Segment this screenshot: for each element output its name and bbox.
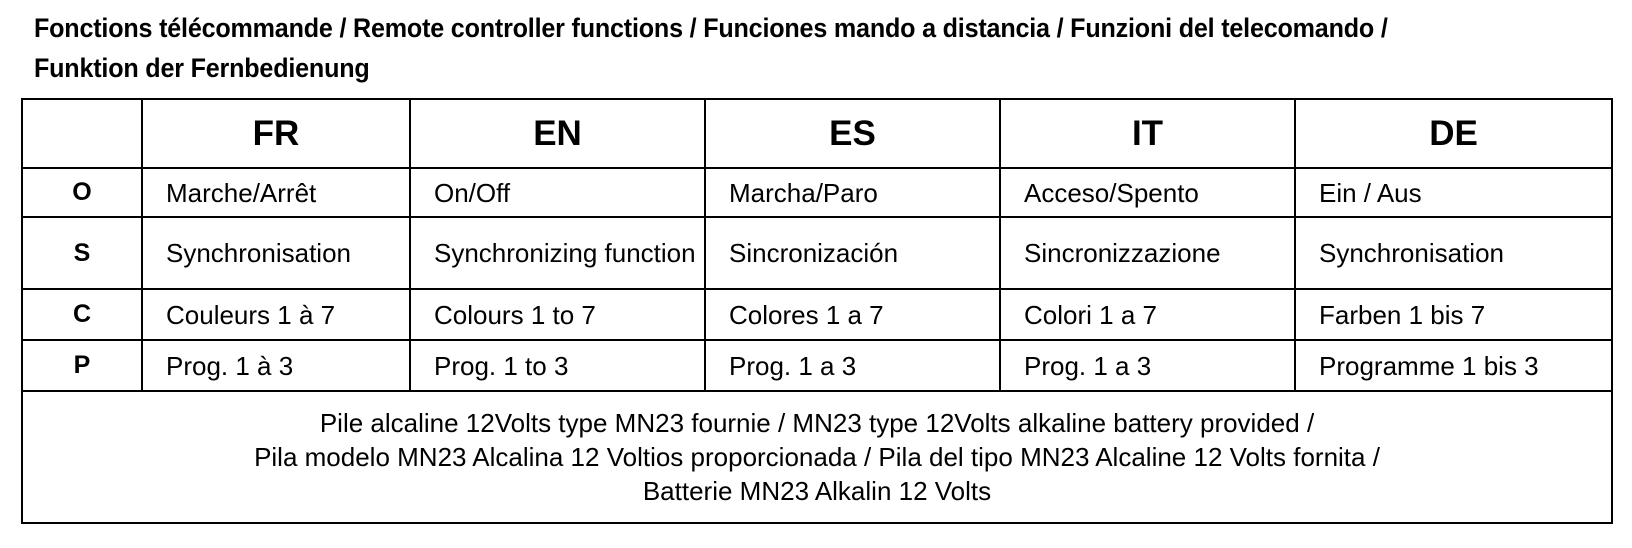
table-header-row: [22, 99, 1612, 168]
battery-note-line-3: Batterie MN23 Alkalin 12 Volts: [642, 476, 992, 506]
cell-it: Colori 1 a 7: [1000, 289, 1295, 340]
cell-de: Synchronisation: [1295, 217, 1612, 289]
page-title: [34, 8, 1513, 88]
cell-it: Prog. 1 a 3: [1000, 340, 1295, 391]
battery-note-row: [22, 391, 1612, 523]
cell-fr: Prog. 1 à 3: [142, 340, 410, 391]
cell-es: Colores 1 a 7: [705, 289, 1000, 340]
cell-es: Prog. 1 a 3: [705, 340, 1000, 391]
cell-en: Colours 1 to 7: [410, 289, 705, 340]
header-fr: FR: [142, 99, 410, 168]
cell-it: Sincronizzazione: [1000, 217, 1295, 289]
cell-it: Acceso/Spento: [1000, 168, 1295, 217]
table-row: [22, 340, 1612, 391]
cell-fr: Synchronisation: [142, 217, 410, 289]
header-en: EN: [410, 99, 705, 168]
header-es: ES: [705, 99, 1000, 168]
header-key: [22, 99, 142, 168]
row-key: O: [22, 168, 142, 217]
cell-en: Prog. 1 to 3: [410, 340, 705, 391]
cell-de: Programme 1 bis 3: [1295, 340, 1612, 391]
table-row: [22, 289, 1612, 340]
cell-en: On/Off: [410, 168, 705, 217]
page-title-line-1: Fonctions télécommande / Remote controller functions / Funciones mando a distancia / Funzioni del telecomando /: [34, 13, 1388, 43]
cell-fr: Couleurs 1 à 7: [142, 289, 410, 340]
cell-es: Marcha/Paro: [705, 168, 1000, 217]
cell-es: Sincronización: [705, 217, 1000, 289]
row-key: P: [22, 340, 142, 391]
row-key: S: [22, 217, 142, 289]
battery-note-line-2: Pila modelo MN23 Alcalina 12 Voltios proporcionada / Pila del tipo MN23 Alcaline 12 Volts fornita /: [254, 442, 1380, 472]
remote-functions-table: [21, 98, 1613, 524]
cell-en: Synchronizing function: [410, 217, 705, 289]
table-row: [22, 217, 1612, 289]
battery-note-line-1: Pile alcaline 12Volts type MN23 fournie / MN23 type 12Volts alkaline battery provided /: [319, 408, 1315, 438]
battery-note: [22, 391, 1612, 523]
cell-de: Ein / Aus: [1295, 168, 1612, 217]
cell-fr: Marche/Arrêt: [142, 168, 410, 217]
header-de: DE: [1295, 99, 1612, 168]
cell-de: Farben 1 bis 7: [1295, 289, 1612, 340]
page-title-line-2: Funktion der Fernbedienung: [34, 53, 370, 83]
row-key: C: [22, 289, 142, 340]
header-it: IT: [1000, 99, 1295, 168]
table-row: [22, 168, 1612, 217]
